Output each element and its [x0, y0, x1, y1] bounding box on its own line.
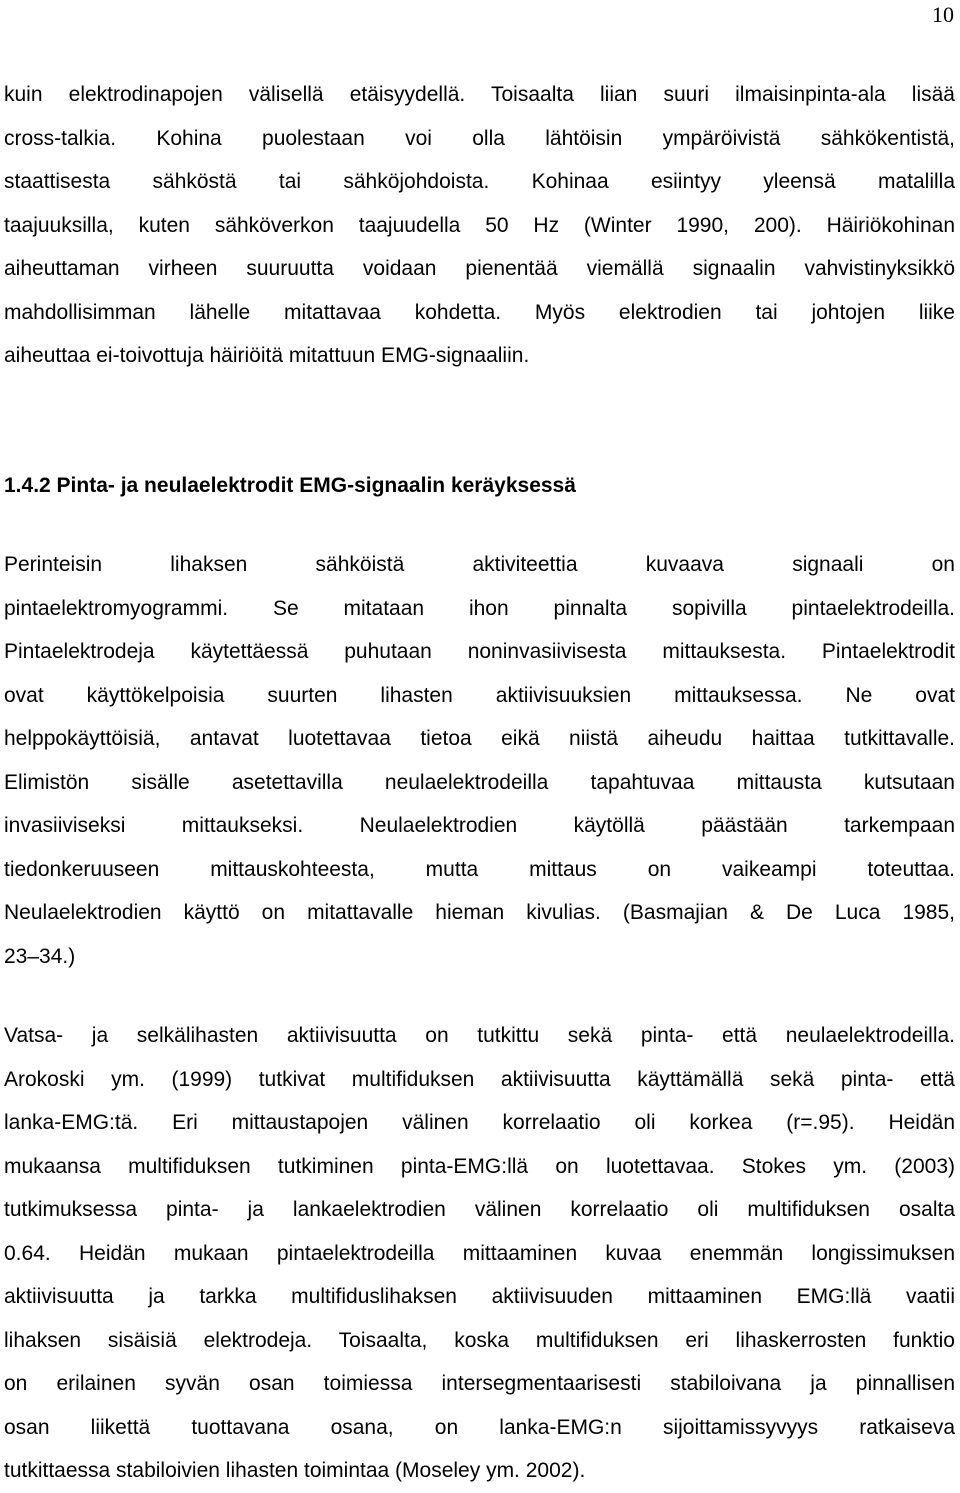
text-line: 23–34.)	[4, 944, 76, 968]
text-line: kuin elektrodinapojen välisellä etäisyydellä. Toisaalta liian suuri ilmaisinpinta-ala lisää	[4, 83, 955, 106]
section-heading: 1.4.2 Pinta- ja neulaelektrodit EMG-signaalin keräyksessä	[4, 474, 576, 497]
text-line: Arokoski ym. (1999) tutkivat multifiduksen aktiivisuutta käyttämällä sekä pinta- että	[4, 1067, 955, 1091]
text-line: Vatsa- ja selkälihasten aktiivisuutta on tutkittu sekä pinta- että neulaelektrodeilla.	[4, 1024, 955, 1047]
text-line: on erilainen syvän osan toimiessa intersegmentaarisesti stabiloivana ja pinnallisen	[4, 1372, 955, 1395]
text-line: pintaelektromyogrammi. Se mitataan ihon pinnalta sopivilla pintaelektrodeilla.	[4, 596, 955, 620]
text-line: taajuuksilla, kuten sähköverkon taajuudella 50 Hz (Winter 1990, 200). Häiriökohinan	[4, 213, 955, 237]
text-line: Perinteisin lihaksen sähköistä aktiviteettia kuvaava signaali on	[4, 553, 955, 576]
text-line: Pintaelektrodeja käytettäessä puhutaan noninvasiivisesta mittauksesta. Pintaelektrodit	[4, 640, 955, 663]
text-line: Elimistön sisälle asetettavilla neulaelektrodeilla tapahtuvaa mittausta kutsutaan	[4, 770, 955, 794]
text-line: ovat käyttökelpoisia suurten lihasten aktiivisuuksien mittauksessa. Ne ovat	[4, 683, 955, 707]
page-number: 10	[932, 2, 954, 27]
text-line: helppokäyttöisiä, antavat luotettavaa tietoa eikä niistä aiheudu haittaa tutkittavalle.	[4, 727, 955, 750]
text-line: tiedonkeruuseen mittauskohteesta, mutta mittaus on vaikeampi toteuttaa.	[4, 857, 955, 881]
text-line: tutkimuksessa pinta- ja lankaelektrodien välinen korrelaatio oli multifiduksen osalta	[4, 1198, 955, 1221]
text-line: mukaansa multifiduksen tutkiminen pinta-EMG:llä on luotettavaa. Stokes ym. (2003)	[4, 1154, 955, 1178]
text-line: aiheuttaman virheen suuruutta voidaan pienentää viemällä signaalin vahvistinyksikkö	[4, 257, 955, 280]
text-line: 0.64. Heidän mukaan pintaelektrodeilla mittaaminen kuvaa enemmän longissimuksen	[4, 1241, 955, 1265]
text-line: lihaksen sisäisiä elektrodeja. Toisaalta, koska multifiduksen eri lihaskerrosten funktio	[4, 1328, 955, 1352]
text-line: tutkittaessa stabiloivien lihasten toimintaa (Moseley ym. 2002).	[4, 1459, 586, 1482]
text-line: lanka-EMG:tä. Eri mittaustapojen välinen korrelaatio oli korkea (r=.95). Heidän	[4, 1111, 955, 1134]
text-line: mahdollisimman lähelle mitattavaa kohdetta. Myös elektrodien tai johtojen liike	[4, 300, 955, 324]
paragraph-noise	[4, 73, 955, 378]
text-line: invasiiviseksi mittaukseksi. Neulaelektrodien käytöllä päästään tarkempaan	[4, 814, 955, 837]
text-line: aktiivisuutta ja tarkka multifiduslihaksen aktiivisuuden mittaaminen EMG:llä vaatii	[4, 1285, 955, 1308]
paragraph-electrodes	[4, 543, 955, 978]
text-line: aiheuttaa ei-toivottuja häiriöitä mitattuun EMG-signaaliin.	[4, 344, 530, 367]
paragraph-abdominal-back-muscles	[4, 1014, 955, 1493]
text-line: staattisesta sähköstä tai sähköjohdoista. Kohinaa esiintyy yleensä matalilla	[4, 170, 955, 193]
text-line: osan liikettä tuottavana osana, on lanka-EMG:n sijoittamissyvyys ratkaiseva	[4, 1415, 955, 1439]
text-line: cross-talkia. Kohina puolestaan voi olla lähtöisin ympäröivistä sähkökentistä,	[4, 126, 955, 150]
text-line: Neulaelektrodien käyttö on mitattavalle hieman kivulias. (Basmajian & De Luca 1985,	[4, 901, 955, 924]
